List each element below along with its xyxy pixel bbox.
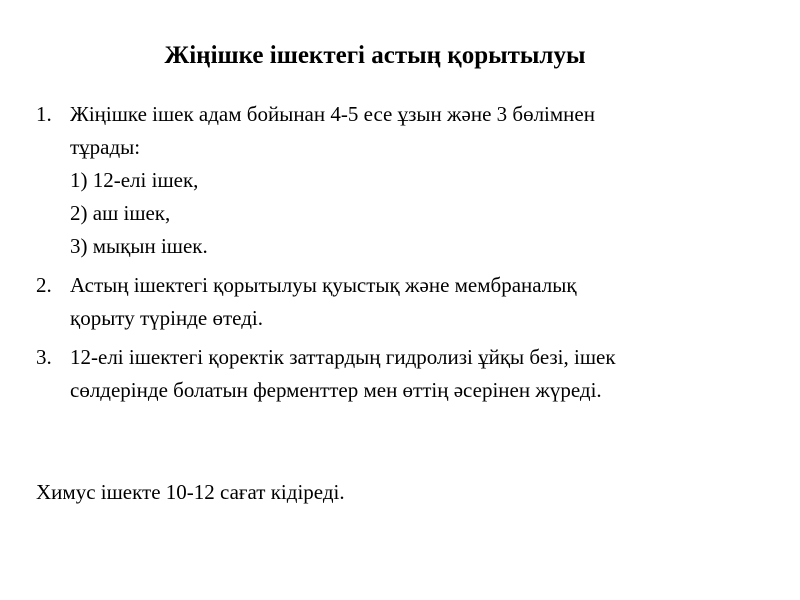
list-item-text-line: тұрады: (70, 135, 141, 159)
list-item-text-line: Жіңішке ішек адам бойынан 4-5 есе ұзын және 3 бөлімнен (70, 102, 595, 126)
slide-title: Жіңішке ішектегі астың қорытылуы (164, 42, 586, 69)
numbered-list (36, 98, 776, 413)
list-item-number: 1. (36, 102, 52, 126)
list-item-text-line: Астың ішектегі қорытылуы қуыстық және мембраналық (70, 273, 577, 297)
closing-note: Химус ішекте 10-12 сағат кідіреді. (36, 480, 345, 504)
list-item-number: 2. (36, 273, 52, 297)
sublist-item: 3) мықын ішек. (70, 234, 208, 258)
list-item-2 (36, 269, 776, 335)
sublist-item: 1) 12-елі ішек, (70, 168, 199, 192)
sublist (70, 164, 776, 263)
list-item-1 (36, 98, 776, 263)
list-item-3 (36, 341, 776, 407)
list-item-number: 3. (36, 345, 52, 369)
list-item-text-line: 12-елі ішектегі қоректік заттардың гидролизі ұйқы безі, ішек (70, 345, 616, 369)
sublist-item: 2) аш ішек, (70, 201, 171, 225)
list-item-text-line: қорыту түрінде өтеді. (70, 306, 263, 330)
list-item-text-line: сөлдерінде болатын ферменттер мен өттің әсерінен жүреді. (70, 378, 602, 402)
